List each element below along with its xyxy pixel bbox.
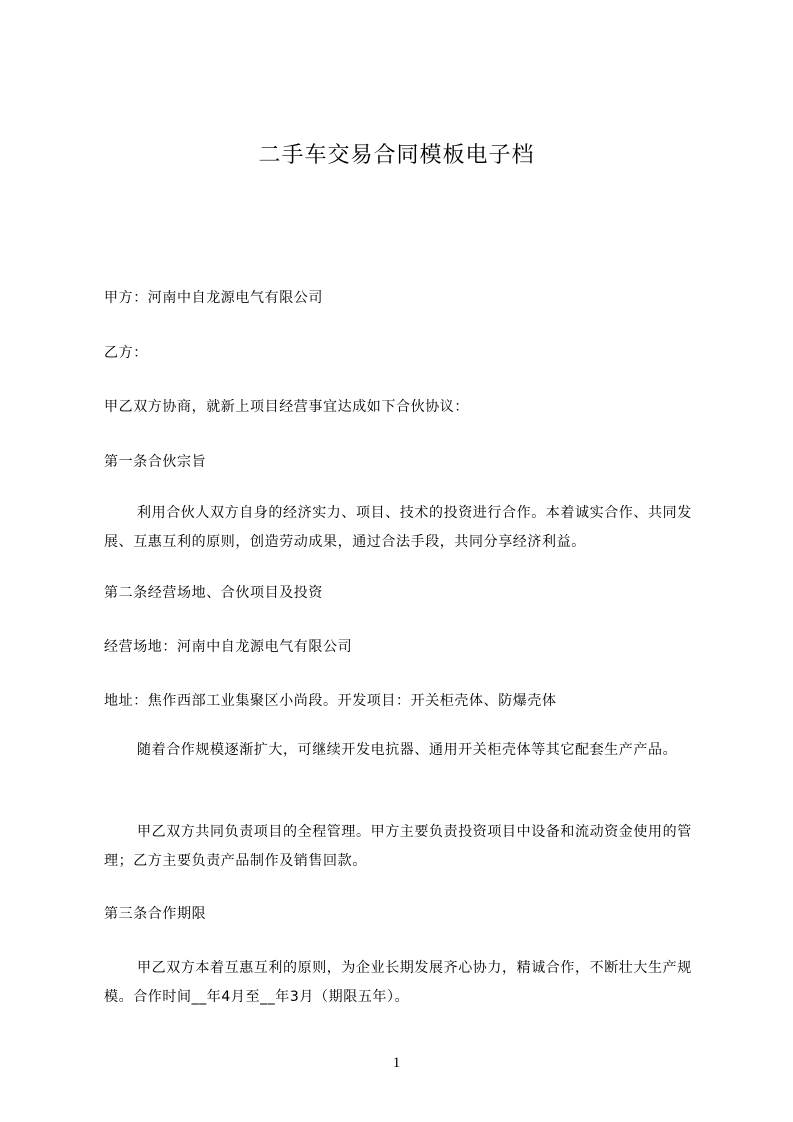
expansion-paragraph: 随着合作规模逐渐扩大，可继续开发电抗器、通用开关柜壳体等其它配套生产产品。: [137, 742, 678, 758]
article-1-heading: 第一条合伙宗旨: [104, 454, 207, 470]
page-number: 1: [392, 1055, 401, 1071]
article-3-heading: 第三条合作期限: [104, 906, 207, 922]
party-a-line: 甲方：河南中自龙源电气有限公司: [104, 290, 323, 306]
article-2-heading: 第二条经营场地、合伙项目及投资: [104, 585, 323, 601]
document-title: 二手车交易合同模板电子档: [258, 143, 535, 168]
party-b-line: 乙方：: [104, 345, 148, 361]
management-paragraph: 甲乙双方共同负责项目的全程管理。甲方主要负责投资项目中设备和流动资金使用的管理；乙方主要负责产品制作及销售回款。: [104, 824, 692, 869]
term-paragraph: 甲乙双方本着互惠互利的原则，为企业长期发展齐心协力，精诚合作，不断壮大生产规模。合作时间__年4月至__年3月（期限五年）。: [104, 960, 692, 1005]
article-1-body: 利用合伙人双方自身的经济实力、项目、技术的投资进行合作。本着诚实合作、共同发展、互惠互利的原则，创造劳动成果，通过合法手段，共同分享经济利益。: [104, 505, 692, 550]
agreement-intro: 甲乙双方协商，就新上项目经营事宜达成如下合伙协议：: [104, 399, 469, 415]
business-site-line: 经营场地：河南中自龙源电气有限公司: [104, 639, 353, 655]
address-line: 地址：焦作西部工业集聚区小尚段。开发项目：开关柜壳体、防爆壳体: [104, 693, 557, 709]
